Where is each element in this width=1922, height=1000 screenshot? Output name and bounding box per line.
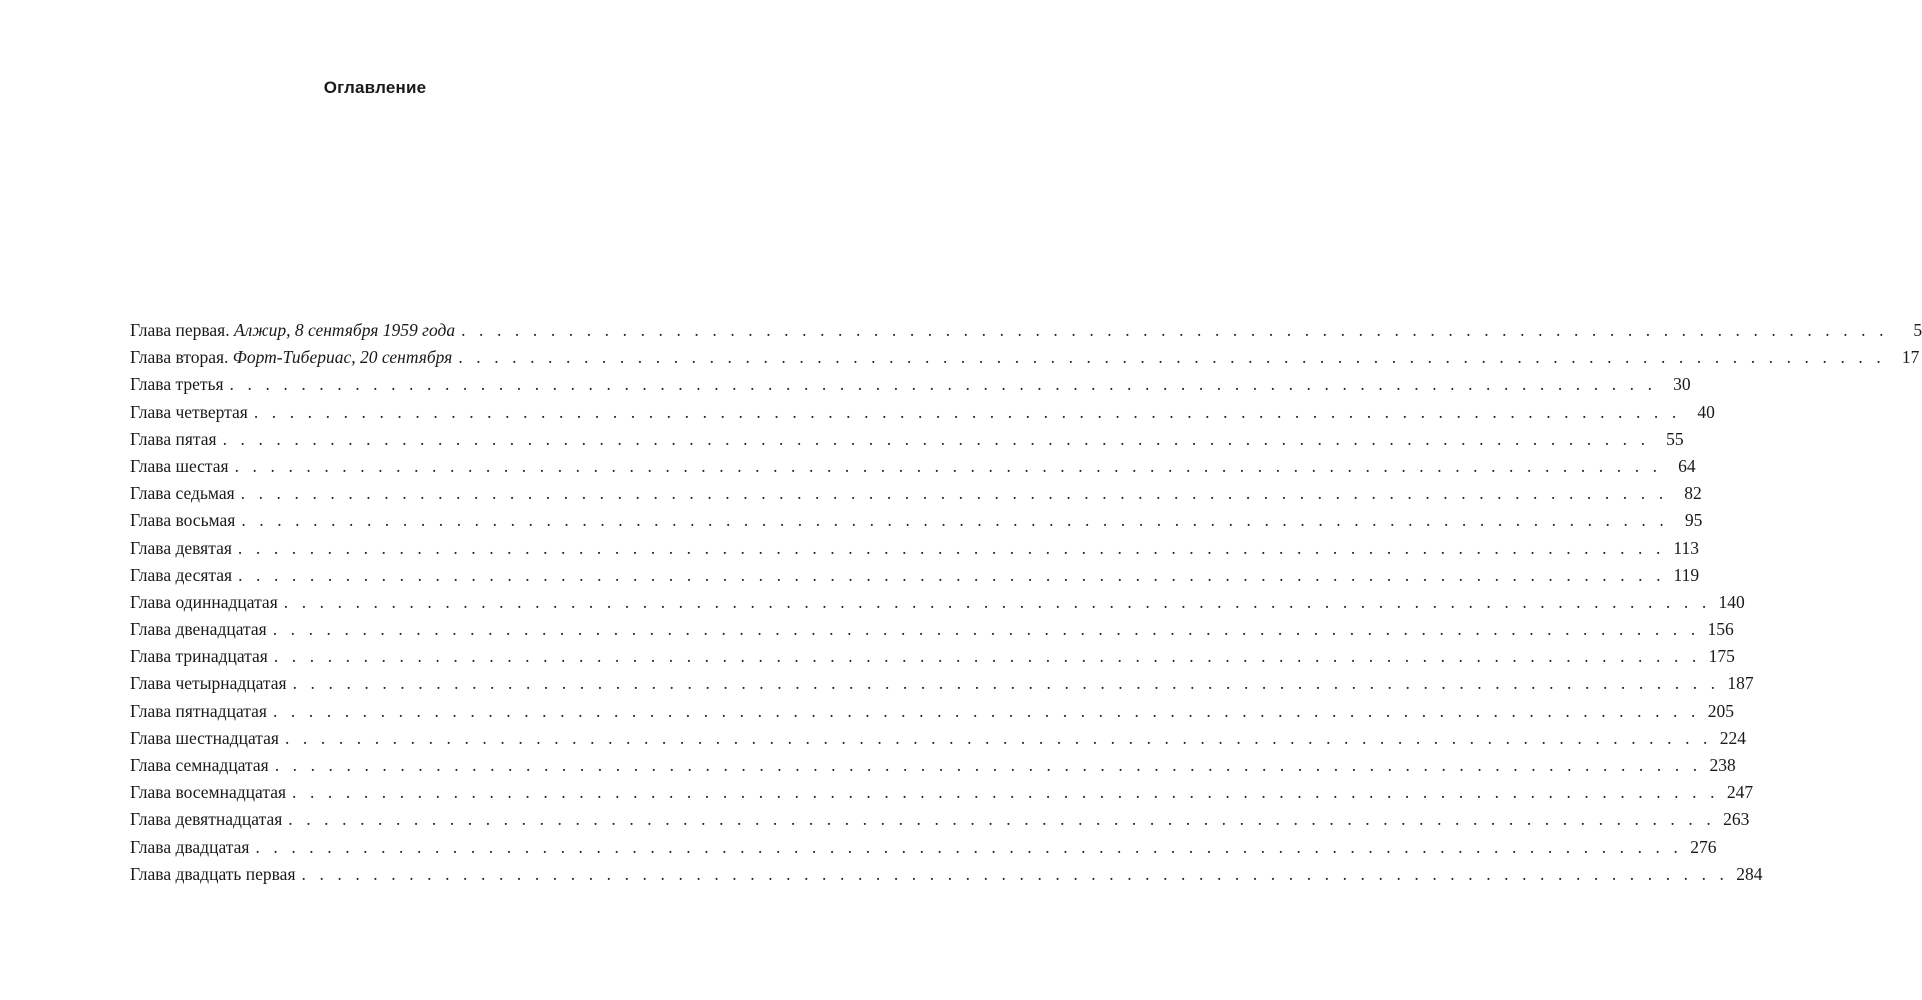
dot-leader: . . . . . . . . . . . . . . . . . . . . . . . . . . . . . . . . . . . . . . . . . . . . . . . . . . . . . . . . . . . . . . . . . . . . . . . . . . . . . . . . bbox=[458, 347, 1886, 368]
dot-leader: . . . . . . . . . . . . . . . . . . . . . . . . . . . . . . . . . . . . . . . . . . . . . . . . . . . . . . . . . . . . . . . . . . . . . . . . . . . . . . . . bbox=[273, 646, 1701, 667]
dot-leader: . . . . . . . . . . . . . . . . . . . . . . . . . . . . . . . . . . . . . . . . . . . . . . . . . . . . . . . . . . . . . . . . . . . . . . . . . . . . . . . . bbox=[461, 320, 1889, 340]
toc-entry bbox=[130, 836, 1717, 864]
page-number: 175 bbox=[1708, 646, 1735, 667]
toc-entry bbox=[130, 510, 1703, 537]
toc-entry bbox=[130, 809, 1750, 836]
dot-leader: . . . . . . . . . . . . . . . . . . . . . . . . . . . . . . . . . . . . . . . . . . . . . . . . . . . . . . . . . . . . . . . . . . . . . . . . . . . . . . . . bbox=[292, 673, 1720, 694]
chapter-subtitle: Форт-Тибериас, 20 сентября bbox=[232, 347, 453, 368]
page-number: 205 bbox=[1707, 700, 1734, 721]
chapter-name: Глава девятая bbox=[130, 537, 232, 558]
dot-leader: . . . . . . . . . . . . . . . . . . . . . . . . . . . . . . . . . . . . . . . . . . . . . . . . . . . . . . . . . . . . . . . . . . . . . . . . . . . . . . . . bbox=[234, 455, 1662, 476]
page-number: 113 bbox=[1673, 537, 1699, 558]
page-number: 64 bbox=[1678, 455, 1696, 476]
chapter-name: Глава седьмая bbox=[130, 483, 235, 504]
dot-leader: . . . . . . . . . . . . . . . . . . . . . . . . . . . . . . . . . . . . . . . . . . . . . . . . . . . . . . . . . . . . . . . . . . . . . . . . . . . . . . . . bbox=[284, 727, 1712, 748]
page-number: 82 bbox=[1684, 483, 1702, 504]
toc-entry-title bbox=[130, 809, 282, 830]
toc-entry-title bbox=[130, 347, 452, 368]
toc-entry-title bbox=[130, 728, 279, 749]
toc-entry bbox=[130, 591, 1745, 619]
page-number: 140 bbox=[1718, 591, 1745, 612]
toc-entry-title bbox=[130, 565, 232, 586]
toc-entry-title bbox=[130, 837, 249, 858]
chapter-name: Глава восьмая bbox=[130, 510, 236, 531]
toc-entry bbox=[130, 401, 1715, 429]
toc-entry-title bbox=[130, 429, 217, 450]
dot-leader: . . . . . . . . . . . . . . . . . . . . . . . . . . . . . . . . . . . . . . . . . . . . . . . . . . . . . . . . . . . . . . . . . . . . . . . . . . . . . . . . bbox=[288, 809, 1716, 830]
page-title: Оглавление bbox=[323, 78, 427, 97]
page-number: 284 bbox=[1736, 863, 1763, 884]
page-number: 263 bbox=[1723, 809, 1750, 830]
page-number: 247 bbox=[1726, 782, 1754, 803]
dot-leader: . . . . . . . . . . . . . . . . . . . . . . . . . . . . . . . . . . . . . . . . . . . . . . . . . . . . . . . . . . . . . . . . . . . . . . . . . . . . . . . . bbox=[274, 755, 1702, 775]
toc-entry bbox=[130, 537, 1699, 565]
toc-entry-title bbox=[130, 510, 235, 531]
table-of-contents bbox=[130, 320, 1922, 891]
chapter-name: Глава четвертая bbox=[130, 401, 248, 422]
toc-entry bbox=[130, 700, 1734, 728]
page-number: 17 bbox=[1901, 347, 1920, 368]
chapter-name: Глава вторая. bbox=[130, 347, 229, 368]
chapter-name: Глава пятая bbox=[130, 428, 217, 449]
page-number: 224 bbox=[1719, 727, 1746, 748]
toc-entry-title bbox=[130, 646, 268, 667]
toc-entry-title bbox=[130, 864, 296, 885]
page-number: 238 bbox=[1709, 755, 1736, 775]
chapter-name: Глава пятнадцатая bbox=[130, 700, 267, 721]
toc-entry-title bbox=[130, 619, 267, 640]
toc-entry bbox=[130, 428, 1684, 456]
toc-entry bbox=[130, 483, 1702, 510]
toc-entry-title bbox=[130, 592, 278, 613]
page-number: 30 bbox=[1673, 374, 1691, 395]
chapter-name: Глава семнадцатая bbox=[130, 755, 269, 775]
chapter-subtitle: Алжир, 8 сентября 1959 года bbox=[233, 320, 456, 340]
page-number: 95 bbox=[1684, 510, 1703, 531]
toc-entry-title bbox=[130, 755, 269, 776]
toc-entry-title bbox=[130, 374, 224, 395]
chapter-name: Глава шестнадцатая bbox=[130, 727, 279, 748]
dot-leader: . . . . . . . . . . . . . . . . . . . . . . . . . . . . . . . . . . . . . . . . . . . . . . . . . . . . . . . . . . . . . . . . . . . . . . . . . . . . . . . . bbox=[272, 700, 1700, 721]
page-number: 156 bbox=[1707, 619, 1734, 640]
page-number: 40 bbox=[1697, 401, 1715, 422]
dot-leader: . . . . . . . . . . . . . . . . . . . . . . . . . . . . . . . . . . . . . . . . . . . . . . . . . . . . . . . . . . . . . . . . . . . . . . . . . . . . . . . . bbox=[255, 836, 1683, 857]
toc-entry-title bbox=[130, 538, 232, 559]
chapter-name: Глава восемнадцатая bbox=[130, 782, 287, 803]
chapter-name: Глава девятнадцатая bbox=[130, 809, 283, 830]
page-number: 5 bbox=[1913, 320, 1922, 340]
dot-leader: . . . . . . . . . . . . . . . . . . . . . . . . . . . . . . . . . . . . . . . . . . . . . . . . . . . . . . . . . . . . . . . . . . . . . . . . . . . . . . . . bbox=[301, 863, 1729, 884]
dot-leader: . . . . . . . . . . . . . . . . . . . . . . . . . . . . . . . . . . . . . . . . . . . . . . . . . . . . . . . . . . . . . . . . . . . . . . . . . . . . . . . . bbox=[283, 591, 1711, 612]
page-number: 119 bbox=[1673, 564, 1700, 585]
toc-entry-title bbox=[130, 402, 248, 423]
toc-entry-title bbox=[130, 673, 287, 694]
chapter-name: Глава тринадцатая bbox=[130, 646, 268, 667]
dot-leader: . . . . . . . . . . . . . . . . . . . . . . . . . . . . . . . . . . . . . . . . . . . . . . . . . . . . . . . . . . . . . . . . . . . . . . . . . . . . . . . . bbox=[238, 564, 1666, 585]
chapter-name: Глава десятая bbox=[130, 564, 233, 585]
page-number: 187 bbox=[1727, 673, 1754, 694]
toc-entry-title bbox=[130, 701, 267, 722]
toc-entry bbox=[130, 673, 1754, 700]
toc-entry bbox=[130, 863, 1763, 891]
dot-leader: . . . . . . . . . . . . . . . . . . . . . . . . . . . . . . . . . . . . . . . . . . . . . . . . . . . . . . . . . . . . . . . . . . . . . . . . . . . . . . . . bbox=[253, 401, 1681, 422]
chapter-name: Глава двадцать первая bbox=[130, 863, 296, 884]
chapter-name: Глава одиннадцатая bbox=[130, 591, 278, 612]
dot-leader: . . . . . . . . . . . . . . . . . . . . . . . . . . . . . . . . . . . . . . . . . . . . . . . . . . . . . . . . . . . . . . . . . . . . . . . . . . . . . . . . bbox=[237, 537, 1665, 558]
dot-leader: . . . . . . . . . . . . . . . . . . . . . . . . . . . . . . . . . . . . . . . . . . . . . . . . . . . . . . . . . . . . . . . . . . . . . . . . . . . . . . . . bbox=[229, 374, 1657, 395]
toc-entry-title bbox=[130, 320, 455, 341]
chapter-name: Глава третья bbox=[130, 374, 224, 395]
toc-entry bbox=[130, 727, 1746, 755]
dot-leader: . . . . . . . . . . . . . . . . . . . . . . . . . . . . . . . . . . . . . . . . . . . . . . . . . . . . . . . . . . . . . . . . . . . . . . . . . . . . . . . . bbox=[222, 428, 1650, 449]
chapter-name: Глава четырнадцатая bbox=[130, 673, 287, 694]
toc-entry bbox=[130, 320, 1922, 347]
chapter-name: Глава шестая bbox=[130, 455, 229, 476]
toc-entry-title bbox=[130, 483, 235, 504]
dot-leader: . . . . . . . . . . . . . . . . . . . . . . . . . . . . . . . . . . . . . . . . . . . . . . . . . . . . . . . . . . . . . . . . . . . . . . . . . . . . . . . . bbox=[292, 782, 1720, 803]
chapter-name: Глава двенадцатая bbox=[130, 619, 267, 640]
chapter-name: Глава первая. bbox=[130, 320, 230, 340]
toc-entry-title bbox=[130, 456, 229, 477]
toc-entry-title bbox=[130, 782, 286, 803]
page-number: 276 bbox=[1690, 836, 1717, 857]
chapter-name: Глава двадцатая bbox=[130, 836, 250, 857]
toc-entry bbox=[130, 347, 1920, 374]
dot-leader: . . . . . . . . . . . . . . . . . . . . . . . . . . . . . . . . . . . . . . . . . . . . . . . . . . . . . . . . . . . . . . . . . . . . . . . . . . . . . . . . bbox=[241, 510, 1669, 531]
toc-entry bbox=[130, 619, 1734, 646]
dot-leader: . . . . . . . . . . . . . . . . . . . . . . . . . . . . . . . . . . . . . . . . . . . . . . . . . . . . . . . . . . . . . . . . . . . . . . . . . . . . . . . . bbox=[240, 483, 1668, 504]
toc-entry bbox=[130, 646, 1735, 673]
toc-entry bbox=[130, 782, 1754, 809]
toc-entry bbox=[130, 564, 1700, 592]
page-number: 55 bbox=[1666, 428, 1684, 449]
toc-entry bbox=[130, 455, 1696, 483]
toc-entry bbox=[130, 755, 1736, 782]
dot-leader: . . . . . . . . . . . . . . . . . . . . . . . . . . . . . . . . . . . . . . . . . . . . . . . . . . . . . . . . . . . . . . . . . . . . . . . . . . . . . . . . bbox=[272, 619, 1700, 640]
toc-entry bbox=[130, 374, 1691, 401]
